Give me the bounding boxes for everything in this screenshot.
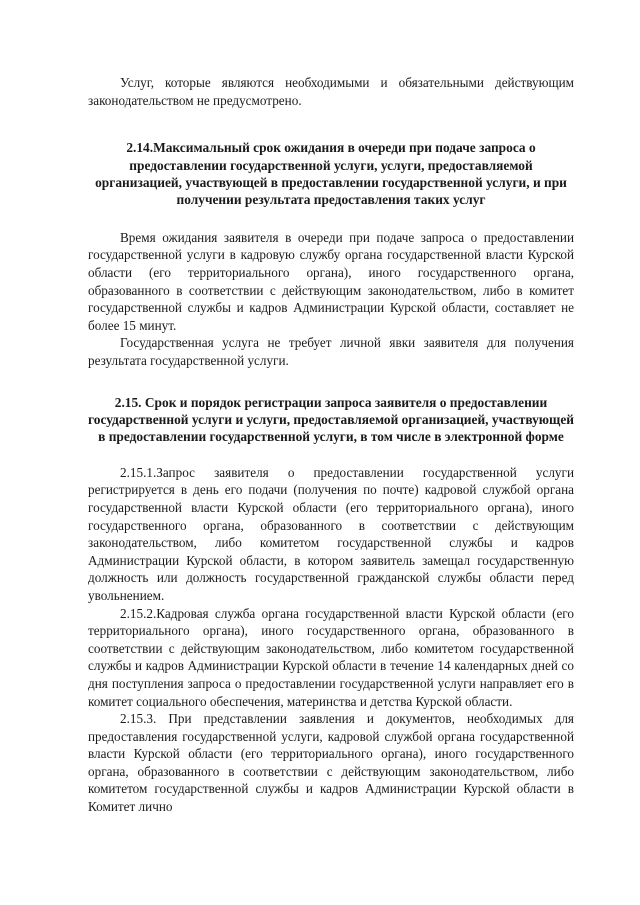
section-2-14-heading: 2.14.Максимальный срок ожидания в очереди при подаче запроса о предоставлении государственной услуги, услуги, предоставляемой организацией, участвующей в предоставлении государственной услуги, и при получении результата предоставления таких услуг [95,140,567,208]
section-2-15-paragraph: 2.15.1.Запрос заявителя о предоставлении государственной услуги регистрируется в день его подачи (получения по почте) кадровой службой органа государственной власти Курской области (его территориального органа), иного государственного органа, образованного в соответствии с действующим законодательством, либо комитетом государственной службы и кадров Администрации Курской области, в котором заявитель замещал государственную должность или должность государственной гражданской службы области перед увольнением. [88,464,574,603]
section-2-14-paragraph: Время ожидания заявителя в очереди при подаче запроса о предоставлении государственной услуги в кадровую службу органа государственной власти Курской области (его территориального органа), иного государственного органа, образованного в соответствии с действующим законодательством, либо в комитет государственной службы и кадров Администрации Курской области, составляет не более 15 минут. [88,229,574,333]
section-2-15-paragraph: 2.15.3. При представлении заявления и документов, необходимых для предоставления государственной услуги, кадровой службой органа государственной власти Курской области (его территориального органа), иного государственного органа, образованного в соответствии с действующим законодательством, либо комитетом государственной службы и кадров Администрации Курской области в Комитет лично [88,711,574,815]
section-2-15-paragraph: 2.15.2.Кадровая служба органа государственной власти Курской области (его территориального органа), иного государственного органа, образованного в соответствии с действующим законодательством, либо комитетом государственной службы и кадров Администрации Курской области в течение 14 календарных дней со дня поступления запроса о предоставлении государственной услуги направляет его в комитет социального обеспечения, материнства и детства Курской области. [88,605,574,709]
intro-paragraph: Услуг, которые являются необходимыми и обязательными действующим законодательством не предусмотрено. [88,75,574,108]
section-2-14-paragraph: Государственная услуга не требует личной явки заявителя для получения результата государственной услуги. [88,335,574,368]
section-2-15-heading: 2.15. Срок и порядок регистрации запроса заявителя о предоставлении государственной услуги и услуги, предоставляемой организацией, участвующей в предоставлении государственной услуги, в том числе в электронной форме [88,394,575,445]
